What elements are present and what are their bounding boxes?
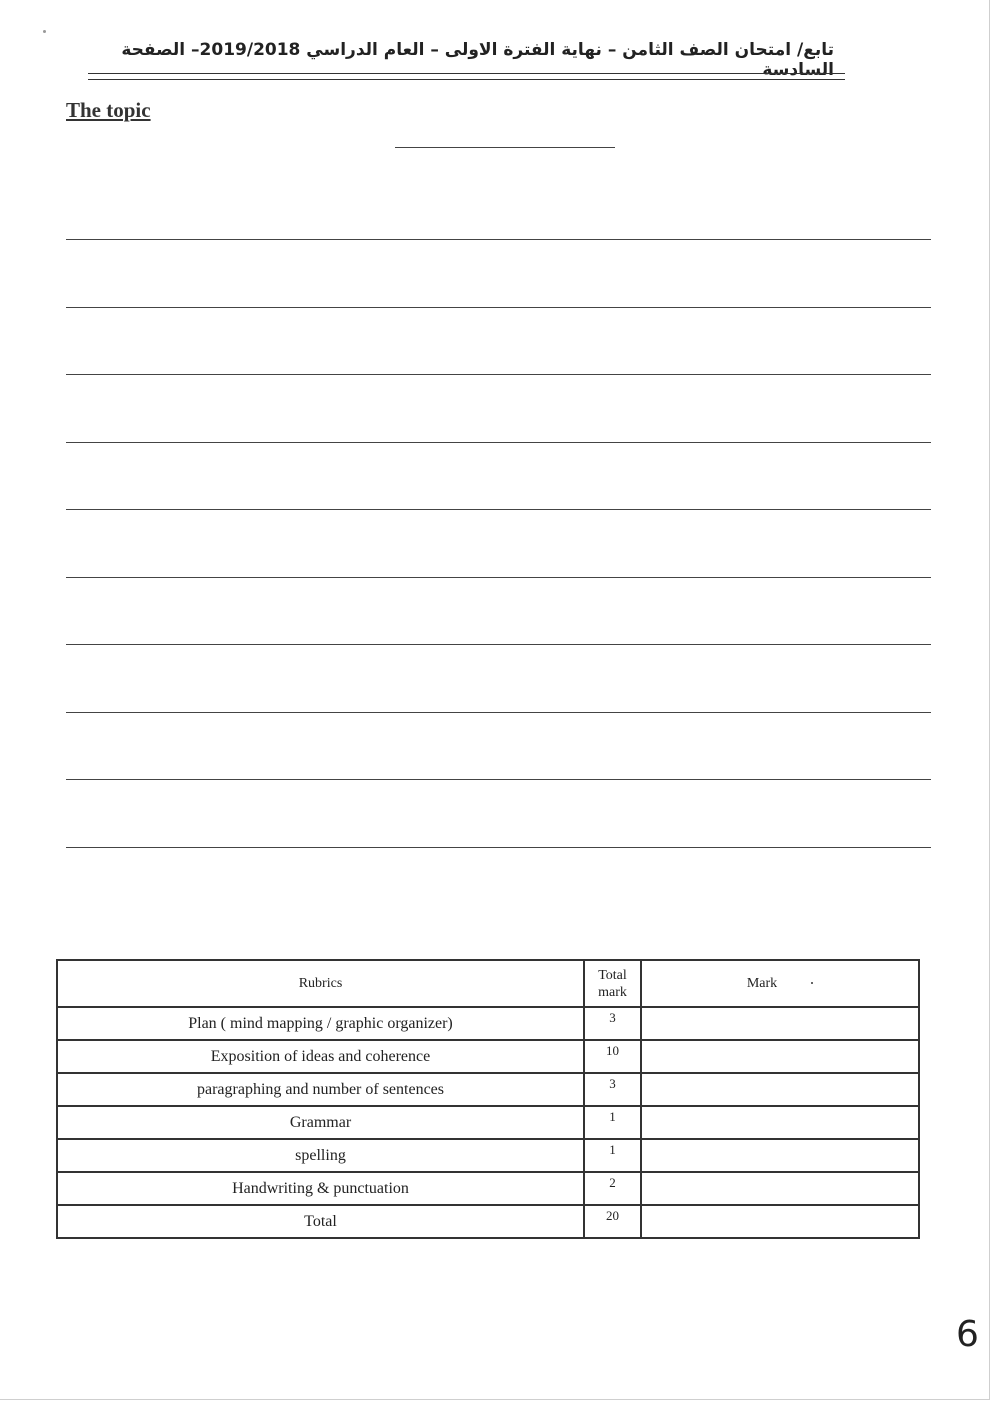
table-row [57, 1106, 919, 1139]
writing-line[interactable] [66, 644, 931, 645]
table-row [57, 1073, 919, 1106]
mark-column-header-label: Mark [746, 975, 778, 991]
exam-header-title: تابع/ امتحان الصف الثامن – نهاية الفترة الاولى – العام الدراسي 2019/2018– الصفحة السادسة [121, 40, 834, 80]
header-rule-bottom [88, 79, 845, 80]
rubric-cell: paragraphing and number of sentences [57, 1073, 584, 1106]
writing-line[interactable] [66, 847, 931, 848]
mark-cell[interactable] [641, 1040, 919, 1073]
mark-column-header [641, 960, 919, 1007]
scan-speck [43, 30, 46, 33]
header-rule-top [88, 73, 845, 74]
table-row [57, 1139, 919, 1172]
total-mark-cell: 10 [584, 1040, 641, 1073]
total-mark-cell: 2 [584, 1172, 641, 1205]
total-mark-cell: 1 [584, 1139, 641, 1172]
topic-title-line[interactable] [395, 147, 615, 148]
writing-line[interactable] [66, 577, 931, 578]
mark-cell[interactable] [641, 1139, 919, 1172]
rubric-cell: Plan ( mind mapping / graphic organizer) [57, 1007, 584, 1040]
rubric-table-header-row [57, 960, 919, 1007]
total-mark-cell: 1 [584, 1106, 641, 1139]
writing-line[interactable] [66, 374, 931, 375]
page-number: 6 [956, 1314, 979, 1355]
rubric-cell: spelling [57, 1139, 584, 1172]
rubrics-column-header: Rubrics [57, 960, 584, 1007]
total-mark-cell: 20 [584, 1205, 641, 1238]
mark-cell[interactable] [641, 1073, 919, 1106]
rubric-cell: Total [57, 1205, 584, 1238]
scan-speck [811, 982, 813, 984]
writing-line[interactable] [66, 509, 931, 510]
rubric-cell: Handwriting & punctuation [57, 1172, 584, 1205]
total-mark-column-header: Total mark [584, 960, 641, 1007]
mark-cell[interactable] [641, 1172, 919, 1205]
topic-label: The topic [66, 98, 151, 122]
rubric-cell: Exposition of ideas and coherence [57, 1040, 584, 1073]
rubric-cell: Grammar [57, 1106, 584, 1139]
mark-cell[interactable] [641, 1007, 919, 1040]
writing-line[interactable] [66, 307, 931, 308]
table-row [57, 1172, 919, 1205]
total-mark-cell: 3 [584, 1073, 641, 1106]
rubric-table [56, 959, 920, 1239]
writing-line[interactable] [66, 442, 931, 443]
writing-line[interactable] [66, 239, 931, 240]
mark-cell[interactable] [641, 1205, 919, 1238]
mark-cell[interactable] [641, 1106, 919, 1139]
table-row [57, 1040, 919, 1073]
table-row [57, 1007, 919, 1040]
total-mark-cell: 3 [584, 1007, 641, 1040]
writing-line[interactable] [66, 712, 931, 713]
writing-line[interactable] [66, 779, 931, 780]
table-row-total [57, 1205, 919, 1238]
